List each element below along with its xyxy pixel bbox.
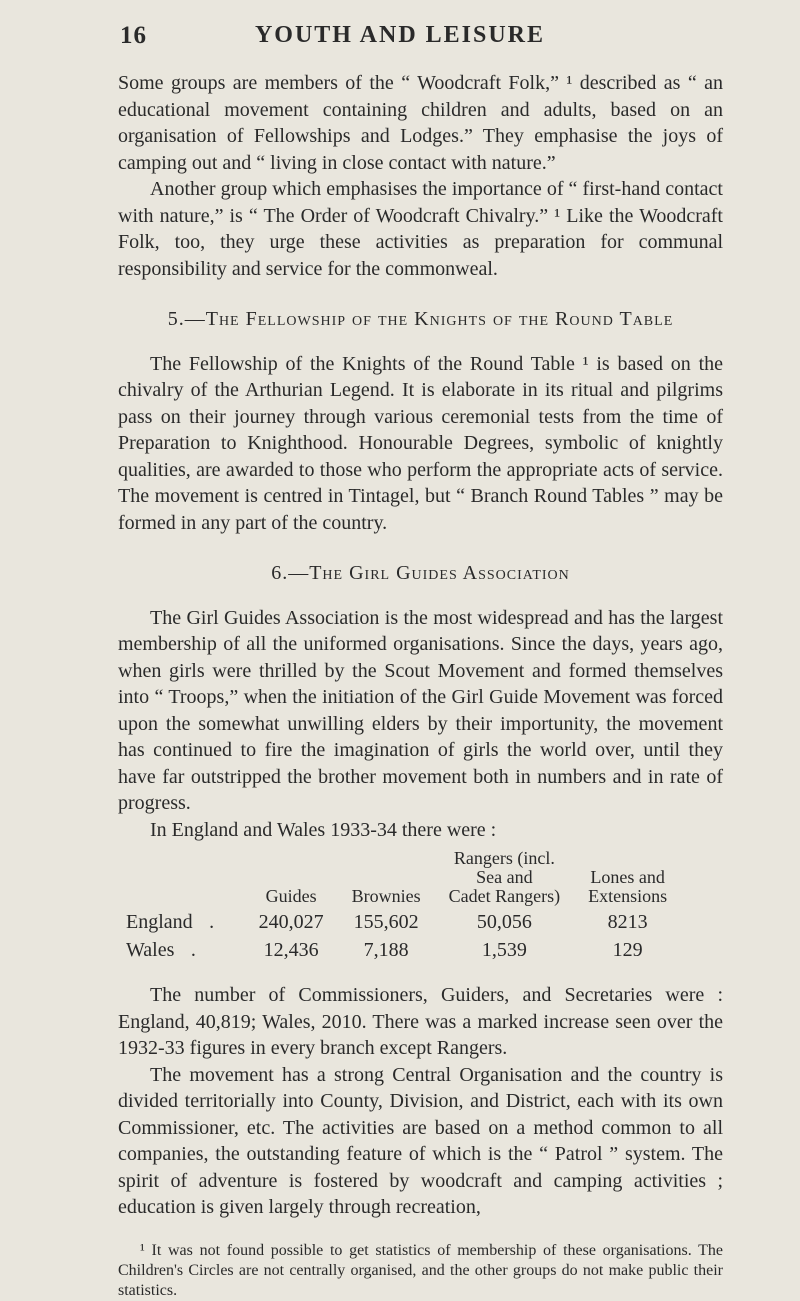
table-row xyxy=(126,908,681,936)
section-heading-round-table: 5.—The Fellowship of the Knights of the Round Table xyxy=(167,308,674,330)
cell-rangers: 50,056 xyxy=(476,911,532,933)
footnote: ¹ It was not found possible to get statistics of membership of these organisations. The Children's Circles are not centrally organised, and the other groups do not make public their statistics. xyxy=(118,1241,723,1299)
paragraph-commissioners: The number of Commissioners, Guiders, and Secretaries were : England, 40,819; Wales, 2010. There was a marked increase seen over the 1932-33 figures in every branch except Rangers. xyxy=(118,984,723,1059)
row-label-wales: Wales . xyxy=(126,939,196,961)
membership-table xyxy=(126,849,681,964)
cell-lones: 8213 xyxy=(607,911,648,933)
page-body xyxy=(118,70,723,1301)
cell-brownies: 155,602 xyxy=(353,911,419,933)
paragraph-woodcraft-folk: Some groups are members of the “ Woodcraft Folk,” ¹ described as “ an educational movement containing children and adults, based on an organisation of Fellowships and Lodges.” They emphasise the joys of camping out and “ living in close contact with nature.” xyxy=(118,72,723,174)
paragraph-girl-guides: The Girl Guides Association is the most widespread and has the largest membership of all the uniformed organisations. Since the days, years ago, when girls were thrilled by the Scout Movement and formed themselves into “ Troops,” when the initiation of the Girl Guide Movement was forced upon the somewhat unwilling elders by their importunity, the movement has continued to fire the imagination of girls the world over, until they have far outstripped the brother movement both in numbers and in rate of progress. xyxy=(118,606,723,814)
cell-guides: 240,027 xyxy=(258,911,324,933)
cell-lones: 129 xyxy=(612,939,643,961)
cell-brownies: 7,188 xyxy=(363,939,409,961)
table-header-brownies: Brownies xyxy=(351,886,421,906)
table-header-guides: Guides xyxy=(265,886,317,906)
paragraph-woodcraft-chivalry: Another group which emphasises the importance of “ first-hand contact with nature,” is “ The Order of Woodcraft Chivalry.” ¹ Like the Woodcraft Folk, too, they urge these activities as preparation for communal responsibility and service for the commonweal. xyxy=(118,178,723,280)
table-header-row xyxy=(126,849,681,908)
page-header xyxy=(0,22,800,56)
page-number: 16 xyxy=(120,22,147,49)
running-title: YOUTH AND LEISURE xyxy=(254,22,546,48)
paragraph-table-intro: In England and Wales 1933-34 there were : xyxy=(150,818,497,841)
cell-guides: 12,436 xyxy=(263,939,319,961)
table-header-lones: Lones and Extensions xyxy=(588,867,668,906)
table-header-blank xyxy=(126,849,245,908)
row-label-england: England . xyxy=(126,911,215,933)
paragraph-organisation: The movement has a strong Central Organisation and the country is divided territorially into County, Division, and District, each with its own Commissioner, etc. The activities are based on a method common to all companies, the outstanding feature of which is the “ Patrol ” system. The spirit of adventure is fostered by woodcraft and camping activities ; education is given largely through recreation, xyxy=(118,1063,723,1218)
table-row xyxy=(126,936,681,964)
paragraph-round-table: The Fellowship of the Knights of the Round Table ¹ is based on the chivalry of the Arthurian Legend. It is elaborate in its ritual and pilgrims pass on their journey through various ceremonial tests from the time of Preparation to Knighthood. Honourable Degrees, symbolic of knightly qualities, are awarded to those who perform the appropriate acts of service. The movement is centred in Tintagel, but “ Branch Round Tables ” may be formed in any part of the country. xyxy=(118,352,723,534)
section-heading-girl-guides: 6.—The Girl Guides Association xyxy=(271,562,570,584)
cell-rangers: 1,539 xyxy=(481,939,527,961)
table-header-rangers: Rangers (incl. Sea and Cadet Rangers) xyxy=(448,848,561,906)
